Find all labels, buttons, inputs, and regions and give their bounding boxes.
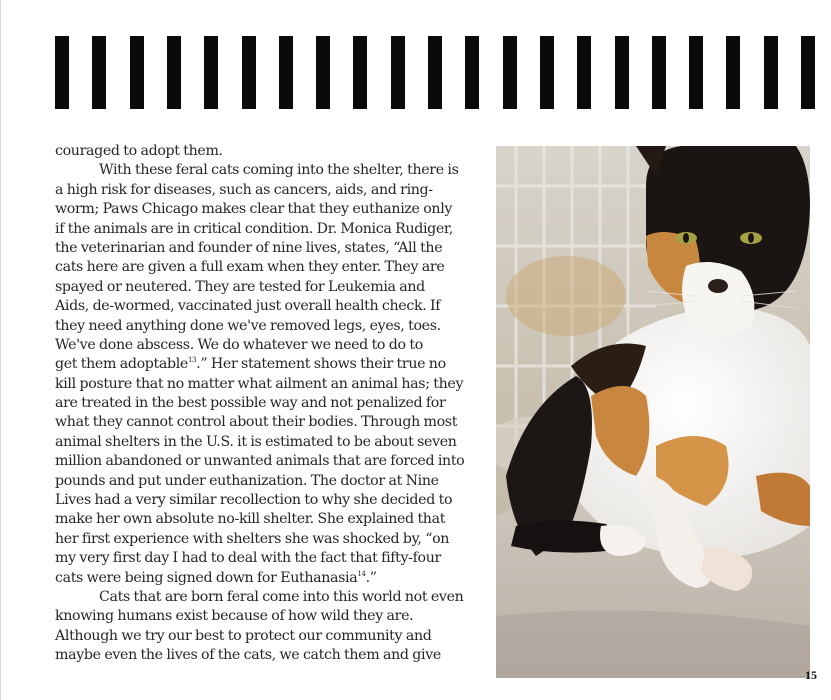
text-line: a high risk for diseases, such as cancers, aids, and ring-	[55, 181, 433, 198]
decorative-stripe	[353, 36, 367, 109]
text-line: Although we try our best to protect our community and	[55, 627, 432, 644]
decorative-stripe	[92, 36, 106, 109]
footnote-marker: 13	[187, 356, 197, 365]
decorative-stripe	[652, 36, 666, 109]
text-line: With these feral cats coming into the shelter, there is	[99, 162, 459, 179]
text-line: kill posture that no matter what ailment an animal has; they	[55, 375, 464, 392]
decorative-stripe	[465, 36, 479, 109]
text-line-with-footnote	[55, 569, 485, 588]
page-edge-line	[0, 0, 1, 700]
text-line-with-footnote	[55, 355, 485, 374]
text-line: couraged to adopt them.	[55, 143, 223, 159]
decorative-stripe	[167, 36, 181, 109]
text-line: spayed or neutered. They are tested for Leukemia and	[55, 278, 425, 295]
text-line: Lives had a very similar recollection to why she decided to	[55, 492, 453, 509]
text-line: make her own absolute no-kill shelter. She explained that	[55, 511, 446, 528]
text-line: maybe even the lives of the cats, we catch them and give	[55, 647, 441, 664]
text-line: worm; Paws Chicago makes clear that they euthanize only	[55, 201, 453, 218]
decorative-stripe	[689, 36, 703, 109]
text-line: they need anything done we've removed legs, eyes, toes.	[55, 317, 441, 334]
text-line: what they cannot control about their bodies. Through most	[55, 414, 458, 431]
decorative-stripe-band	[55, 36, 815, 109]
cat-photo	[496, 146, 810, 678]
decorative-stripe	[428, 36, 442, 109]
text-segment: get them adoptable	[55, 356, 188, 373]
text-line: We've done abscess. We do whatever we need to do to	[55, 336, 423, 353]
decorative-stripe	[279, 36, 293, 109]
footnote-marker: 14	[357, 569, 366, 578]
text-line: pounds and put under euthanization. The doctor at Nine	[55, 472, 439, 489]
text-line: animal shelters in the U.S. it is estimated to be about seven	[55, 433, 457, 450]
text-line: Cats that are born feral come into this world not even	[99, 588, 464, 605]
decorative-stripe	[55, 36, 69, 109]
decorative-stripe	[204, 36, 218, 109]
text-line: my very first day I had to deal with the fact that fifty-four	[55, 550, 441, 567]
text-line: her first experience with shelters she was shocked by, “on	[55, 530, 450, 547]
text-line: million abandoned or unwanted animals that are forced into	[55, 453, 465, 470]
text-line: Aids, de-wormed, vaccinated just overall health check. If	[55, 298, 441, 315]
decorative-stripe	[615, 36, 629, 109]
decorative-stripe	[726, 36, 740, 109]
text-line: knowing humans exist because of how wild they are.	[55, 608, 414, 625]
decorative-stripe	[316, 36, 330, 109]
decorative-stripe	[764, 36, 778, 109]
body-text	[55, 142, 485, 666]
decorative-stripe	[503, 36, 517, 109]
decorative-stripe	[577, 36, 591, 109]
decorative-stripe	[242, 36, 256, 109]
text-segment: .”	[365, 569, 377, 586]
text-segment: cats were being signed down for Euthanasia	[55, 569, 358, 586]
decorative-stripe	[801, 36, 815, 109]
text-line: if the animals are in critical condition. Dr. Monica Rudiger,	[55, 220, 453, 237]
text-line: the veterinarian and founder of nine lives, states, “All the	[55, 239, 443, 256]
text-line: cats here are given a full exam when they enter. They are	[55, 259, 445, 276]
decorative-stripe	[130, 36, 144, 109]
decorative-stripe	[540, 36, 554, 109]
text-line: are treated in the best possible way and not penalized for	[55, 395, 446, 412]
page-number: 15	[805, 668, 817, 682]
calico-cat-image	[496, 146, 810, 678]
decorative-stripe	[391, 36, 405, 109]
text-segment: .” Her statement shows their true no	[196, 356, 446, 373]
